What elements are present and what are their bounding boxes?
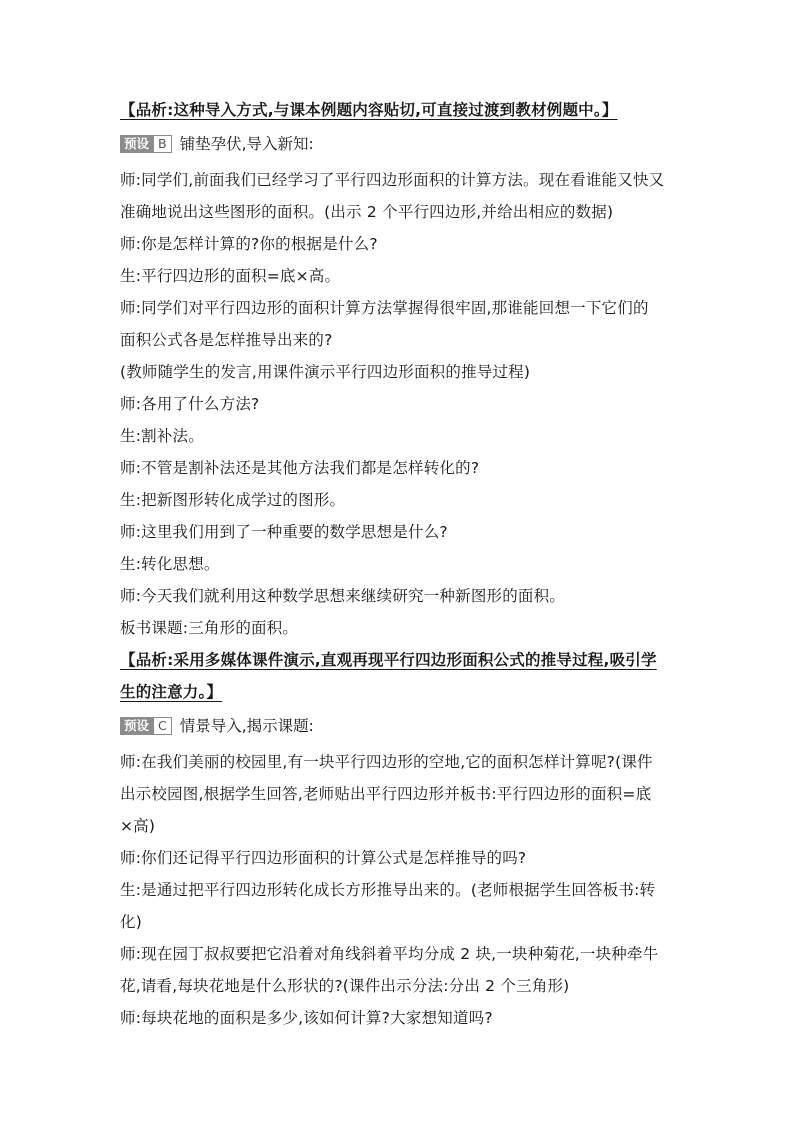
preset-b-title: 铺垫孕伏,导入新知: [179,135,314,153]
preset-b-badge [120,135,172,153]
dialogue-line: 生:割补法。 [120,427,204,445]
preset-badge-letter: B [153,135,172,153]
dialogue-line: 生:是通过把平行四边形转化成长方形推导出来的。(老师根据学生回答板书:转 [120,881,656,899]
analysis-note-2 [120,646,680,706]
dialogue-line: 化) [120,913,142,931]
dialogue-line: 板书课题:三角形的面积。 [120,619,299,637]
dialogue-line: 出示校园图,根据学生回答,老师贴出平行四边形并板书:平行四边形的面积=底 [120,785,652,803]
dialogue-line: ×高) [120,817,156,835]
dialogue-line: 生:把新图形转化成学过的图形。 [120,491,346,509]
dialogue-line: 师:每块花地的面积是多少,该如何计算?大家想知道吗? [120,1009,493,1027]
preset-badge-label: 预设 [120,135,153,153]
dialogue-line: 花,请看,每块花地是什么形状的?(课件出示分法:分出 2 个三角形) [120,977,570,995]
preset-c-heading [120,712,680,740]
section-b-dialogue [120,166,680,642]
section-c-dialogue [120,748,680,1032]
dialogue-line: (教师随学生的发言,用课件演示平行四边形面积的推导过程) [120,363,531,381]
dialogue-line: 师:现在园丁叔叔要把它沿着对角线斜着平均分成 2 块,一块种菊花,一块种牵牛 [120,945,659,963]
dialogue-line: 生:平行四边形的面积=底×高。 [120,267,341,285]
preset-c-badge [120,717,172,735]
dialogue-line: 准确地说出这些图形的面积。(出示 2 个平行四边形,并给出相应的数据) [120,203,614,221]
dialogue-line: 师:今天我们就利用这种数学思想来继续研究一种新图形的面积。 [120,587,566,605]
dialogue-line: 师:各用了什么方法? [120,395,260,413]
dialogue-line: 师:在我们美丽的校园里,有一块平行四边形的空地,它的面积怎样计算呢?(课件 [120,753,653,771]
dialogue-line: 师:你是怎样计算的?你的根据是什么? [120,235,378,253]
preset-badge-letter: C [153,717,172,735]
analysis-note-2-line: 生的注意力。】 [120,683,223,701]
analysis-note-1: 【品析:这种导入方式,与课本例题内容贴切,可直接过渡到教材例题中。】 [120,101,618,119]
preset-b-heading [120,130,680,158]
dialogue-line: 生:转化思想。 [120,555,220,573]
dialogue-line: 师:你们还记得平行四边形面积的计算公式是怎样推导的吗? [120,849,527,867]
dialogue-line: 师:同学们,前面我们已经学习了平行四边形面积的计算方法。现在看谁能又快又 [120,171,665,189]
analysis-note-2-line: 【品析:采用多媒体课件演示,直观再现平行四边形面积公式的推导过程,吸引学 [120,651,657,669]
dialogue-line: 师:不管是割补法还是其他方法我们都是怎样转化的? [120,459,480,477]
preset-c-title: 情景导入,揭示课题: [179,717,314,735]
dialogue-line: 面积公式各是怎样推导出来的? [120,331,333,349]
preset-badge-label: 预设 [120,717,153,735]
dialogue-line: 师:同学们对平行四边形的面积计算方法掌握得很牢固,那谁能回想一下它们的 [120,299,649,317]
dialogue-line: 师:这里我们用到了一种重要的数学思想是什么? [120,523,448,541]
document-page [120,96,680,1036]
